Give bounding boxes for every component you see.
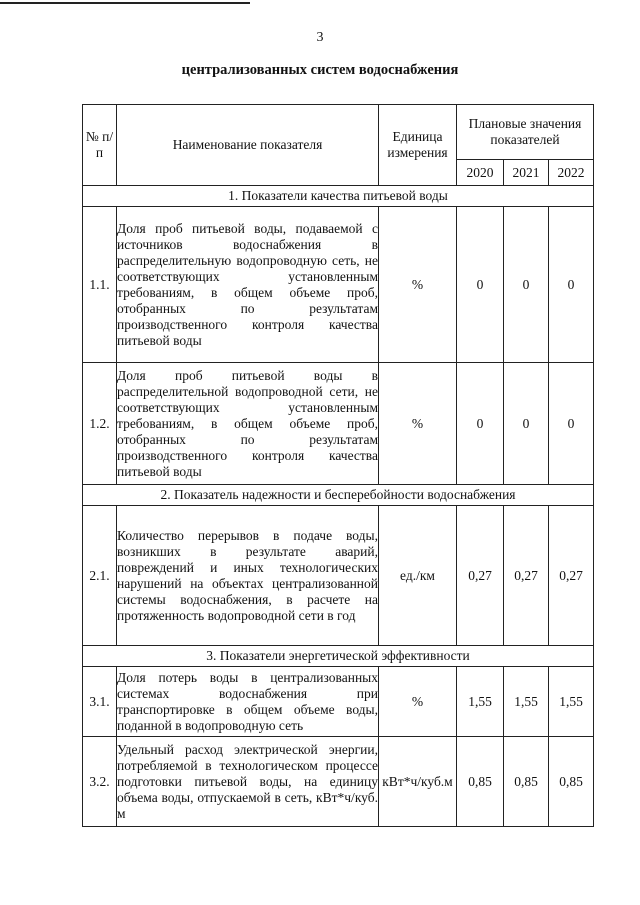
indicator-name: Доля проб питьевой воды в распределительной водопроводной сети, не соответствующих установленным требованиям, в общем объеме проб, отобранных по результатам производственного контроля качества питьевой воды — [117, 363, 379, 485]
header-unit: Единица измерения — [379, 105, 457, 186]
document-heading: централизованных систем водоснабжения — [181, 62, 459, 78]
row-number: 3.2. — [83, 737, 117, 827]
value-2020: 0,27 — [457, 506, 504, 646]
value-2021: 0 — [504, 207, 549, 363]
value-2022: 0 — [549, 363, 594, 485]
value-2020: 0 — [457, 207, 504, 363]
indicator-name: Количество перерывов в подаче воды, возникших в результате аварий, повреждений и иных технологических нарушений на объектах централизованной системы водоснабжения, в расчете на протяженность водопроводной сети в год — [117, 506, 379, 646]
top-rule — [0, 2, 250, 4]
row-number: 1.2. — [83, 363, 117, 485]
section-title: 3. Показатели энергетической эффективности — [83, 646, 594, 667]
header-year: 2022 — [549, 160, 594, 186]
header-year: 2021 — [504, 160, 549, 186]
section-title: 1. Показатели качества питьевой воды — [83, 186, 594, 207]
row-number: 3.1. — [83, 667, 117, 737]
indicator-name: Удельный расход электрической энергии, потребляемой в технологическом процессе подготовки питьевой воды, на единицу объема воды, отпускаемой в сеть, кВт*ч/куб. м — [117, 737, 379, 827]
value-2020: 0 — [457, 363, 504, 485]
header-planned: Плановые значения показателей — [457, 105, 594, 160]
page-number: 3 — [316, 30, 324, 45]
value-2020: 1,55 — [457, 667, 504, 737]
row-number: 2.1. — [83, 506, 117, 646]
indicator-unit: ед./км — [379, 506, 457, 646]
value-2022: 0,85 — [549, 737, 594, 827]
value-2021: 1,55 — [504, 667, 549, 737]
value-2022: 0 — [549, 207, 594, 363]
table-row — [83, 207, 594, 363]
indicator-unit: % — [379, 667, 457, 737]
table-row — [83, 506, 594, 646]
value-2022: 0,27 — [549, 506, 594, 646]
indicator-unit: кВт*ч/куб.м — [379, 737, 457, 827]
value-2021: 0 — [504, 363, 549, 485]
row-number: 1.1. — [83, 207, 117, 363]
value-2020: 0,85 — [457, 737, 504, 827]
indicators-table — [82, 104, 594, 827]
header-num: № п/п — [83, 105, 117, 186]
table-row — [83, 737, 594, 827]
indicator-unit: % — [379, 363, 457, 485]
table-row — [83, 667, 594, 737]
table-row — [83, 363, 594, 485]
value-2021: 0,27 — [504, 506, 549, 646]
header-name: Наименование показателя — [117, 105, 379, 186]
value-2022: 1,55 — [549, 667, 594, 737]
section-title: 2. Показатель надежности и бесперебойности водоснабжения — [83, 485, 594, 506]
indicator-unit: % — [379, 207, 457, 363]
value-2021: 0,85 — [504, 737, 549, 827]
indicator-name: Доля проб питьевой воды, подаваемой с источников водоснабжения в распределительную водопроводную сеть, не соответствующих установленным требованиям, в общем объеме проб, отобранных по результатам производственного контроля качества питьевой воды — [117, 207, 379, 363]
indicator-name: Доля потерь воды в централизованных системах водоснабжения при транспортировке в общем объеме воды, поданной в водопроводную сеть — [117, 667, 379, 737]
header-year: 2020 — [457, 160, 504, 186]
